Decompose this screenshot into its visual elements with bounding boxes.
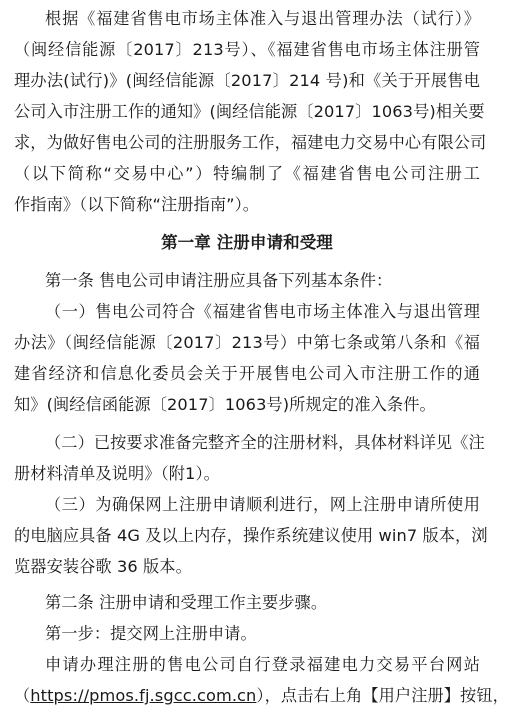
text-line: （一）售电公司符合《福建省售电市场主体准入与退出管理 (45, 302, 480, 321)
text-line: 览器安装谷歌 36 版本。 (14, 557, 192, 576)
text-line: 作指南》（以下简称“注册指南”）。 (14, 195, 260, 214)
chapter-title: 第一章 注册申请和受理 (161, 233, 333, 252)
text-line: 办法》（闽经信能源〔2017〕213号）中第七条或第八条和《福 (14, 333, 480, 352)
article-heading: 第二条 注册申请和受理工作主要步骤。 (45, 593, 328, 612)
text-line: 册材料清单及说明》（附1）。 (14, 464, 220, 483)
url-line-tail: ），点击右上角【用户注册】按钮， (256, 686, 509, 705)
url-line (14, 685, 509, 709)
text-line: 建省经济和信息化委员会关于开展售电公司入市注册工作的通 (14, 364, 480, 383)
text-line: 求，为做好售电公司的注册服务工作，福建电力交易中心有限公司 (14, 133, 487, 152)
text-line: 根据《福建省售电市场主体准入与退出管理办法（试行）》 (45, 9, 480, 28)
text-line: 理办法(试行)》(闽经信能源〔2017〕214 号)和《关于开展售电 (14, 71, 480, 90)
text-line: 申请办理注册的售电公司自行登录福建电力交易平台网站 (45, 655, 480, 674)
text-line: 公司入市注册工作的通知》(闽经信能源〔2017〕1063号)相关要 (14, 102, 485, 121)
step-heading: 第一步：提交网上注册申请。 (45, 624, 257, 643)
text-line: （二）已按要求准备完整齐全的注册材料，具体材料详见《注 (45, 433, 485, 452)
text-line: 的电脑应具备 4G 及以上内存，操作系统建议使用 win7 版本，浏 (14, 526, 488, 545)
text-line: （三）为确保网上注册申请顺利进行，网上注册申请所使用 (45, 495, 480, 514)
paren-open: （ (14, 686, 31, 705)
text-line: 知》(闽经信函能源〔2017〕1063号)所规定的准入条件。 (14, 395, 436, 414)
text-line: （以下简称“交易中心”）特编制了《福建省售电公司注册工 (14, 164, 480, 183)
website-link[interactable]: https://pmos.fj.sgcc.com.cn (30, 686, 257, 705)
text-line: （闽经信能源〔2017〕213号）、《福建省售电市场主体注册管 (14, 40, 480, 59)
article-heading: 第一条 售电公司申请注册应具备下列基本条件： (45, 271, 393, 290)
